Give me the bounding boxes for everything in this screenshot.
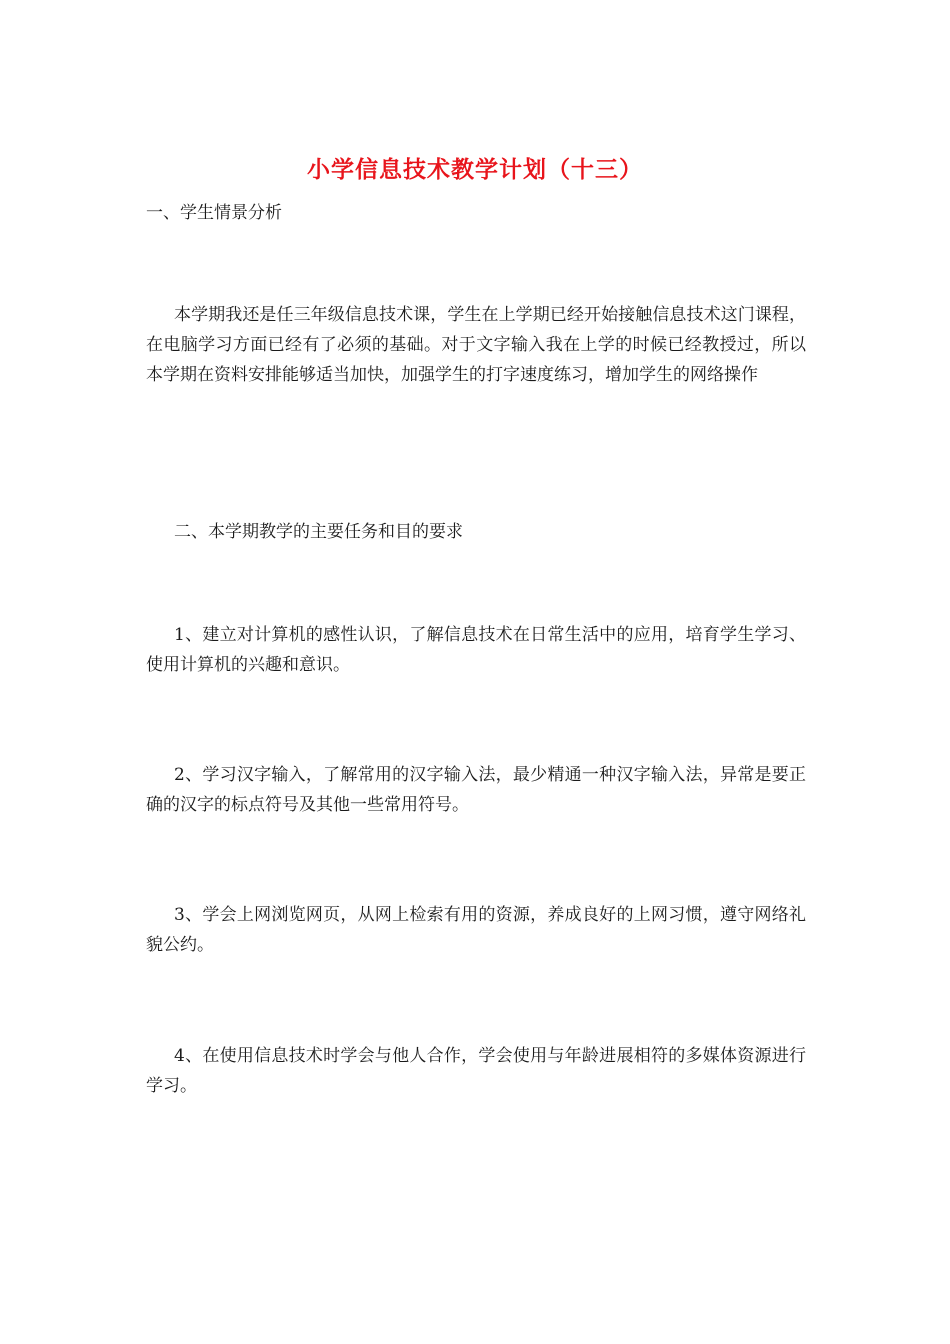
list-item: 1、建立对计算机的感性认识，了解信息技术在日常生活中的应用，培育学生学习、使用计算机的兴趣和意识。 — [146, 625, 806, 675]
section-paragraph-student-analysis: 本学期我还是任三年级信息技术课，学生在上学期已经开始接触信息技术这门课程，在电脑学习方面已经有了必须的基础。对于文字输入我在上学的时候已经教授过，所以本学期在资料安排能够适当加快，加强学生的打字速度练习，增加学生的网络操作 — [146, 305, 806, 385]
list-item: 2、学习汉字输入，了解常用的汉字输入法，最少精通一种汉字输入法，异常是要正确的汉字的标点符号及其他一些常用符号。 — [146, 765, 806, 815]
section-heading-student-analysis: 一、学生情景分析 — [146, 203, 282, 223]
list-item: 4、在使用信息技术时学会与他人合作，学会使用与年龄进展相符的多媒体资源进行学习。 — [146, 1046, 806, 1096]
list-item: 3、学会上网浏览网页，从网上检索有用的资源，养成良好的上网习惯，遵守网络礼貌公约。 — [146, 905, 806, 955]
page-title: 小学信息技术教学计划（十三） — [307, 156, 643, 183]
section-heading-tasks: 二、本学期教学的主要任务和目的要求 — [174, 522, 463, 542]
